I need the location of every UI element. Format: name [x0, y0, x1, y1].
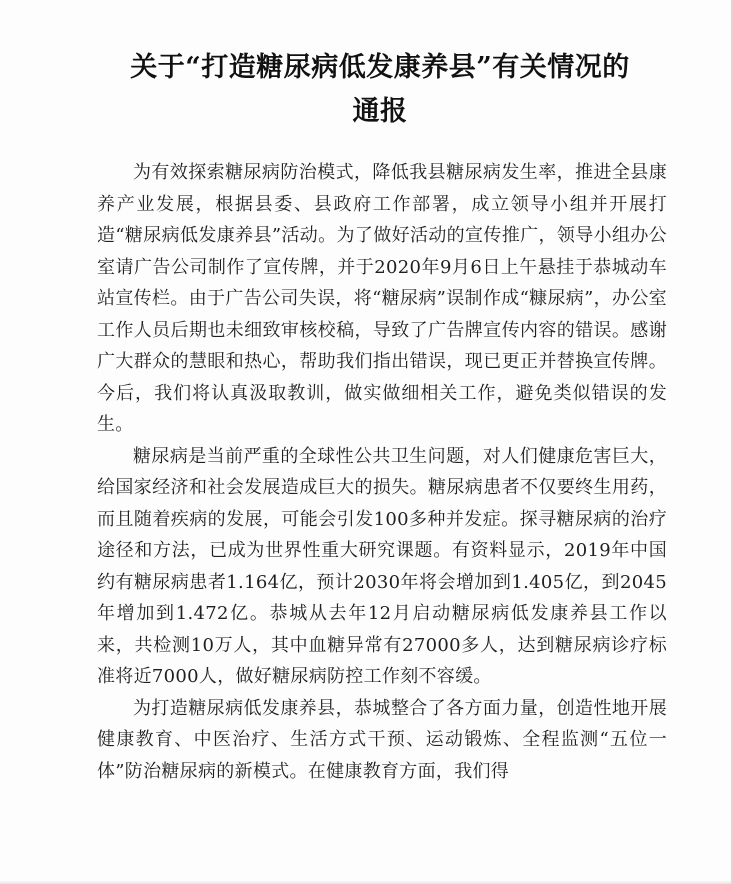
page-bottom-edge: [0, 880, 731, 884]
paragraph-1: 为有效探索糖尿病防治模式，降低我县糖尿病发生率，推进全县康养产业发展，根据县委、县政府工作部署，成立领导小组并开展打造“糖尿病低发康养县”活动。为了做好活动的宣传推广，领导小组办公室请广告公司制作了宣传牌，并于2020年9月6日上午悬挂于恭城动车站宣传栏。由于广告公司失误，将“糖尿病”误制作成“糠尿病”，办公室工作人员后期也未细致审核校稿，导致了广告牌宣传内容的错误。感谢广大群众的慧眼和热心，帮助我们指出错误，现已更正并替换宣传牌。今后，我们将认真汲取教训，做实做细相关工作，避免类似错误的发生。: [97, 162, 667, 435]
paragraph-2: 糖尿病是当前严重的全球性公共卫生问题，对人们健康危害巨大，给国家经济和社会发展造成巨大的损失。糖尿病患者不仅要终生用药，而且随着疾病的发展，可能会引发100多种并发症。探寻糖尿病的治疗途径和方法，已成为世界性重大研究课题。有资料显示，2019年中国约有糖尿病患者1.164亿，预计2030年将会增加到1.405亿，到2045年增加到1.472亿。恭城从去年12月启动糖尿病低发康养县工作以来，共检测10万人，其中血糖异常有27000多人，达到糖尿病诊疗标准将近7000人，做好糖尿病防控工作刻不容缓。: [97, 445, 667, 687]
document-body: [97, 157, 667, 787]
document-title: 关于“打造糖尿病低发康养县”有关情况的 通报: [130, 52, 630, 127]
paragraph-3: 为打造糖尿病低发康养县，恭城整合了各方面力量，创造性地开展健康教育、中医治疗、生活方式干预、运动锻炼、全程监测“五位一体”防治糖尿病的新模式。在健康教育方面，我们得: [97, 697, 667, 782]
